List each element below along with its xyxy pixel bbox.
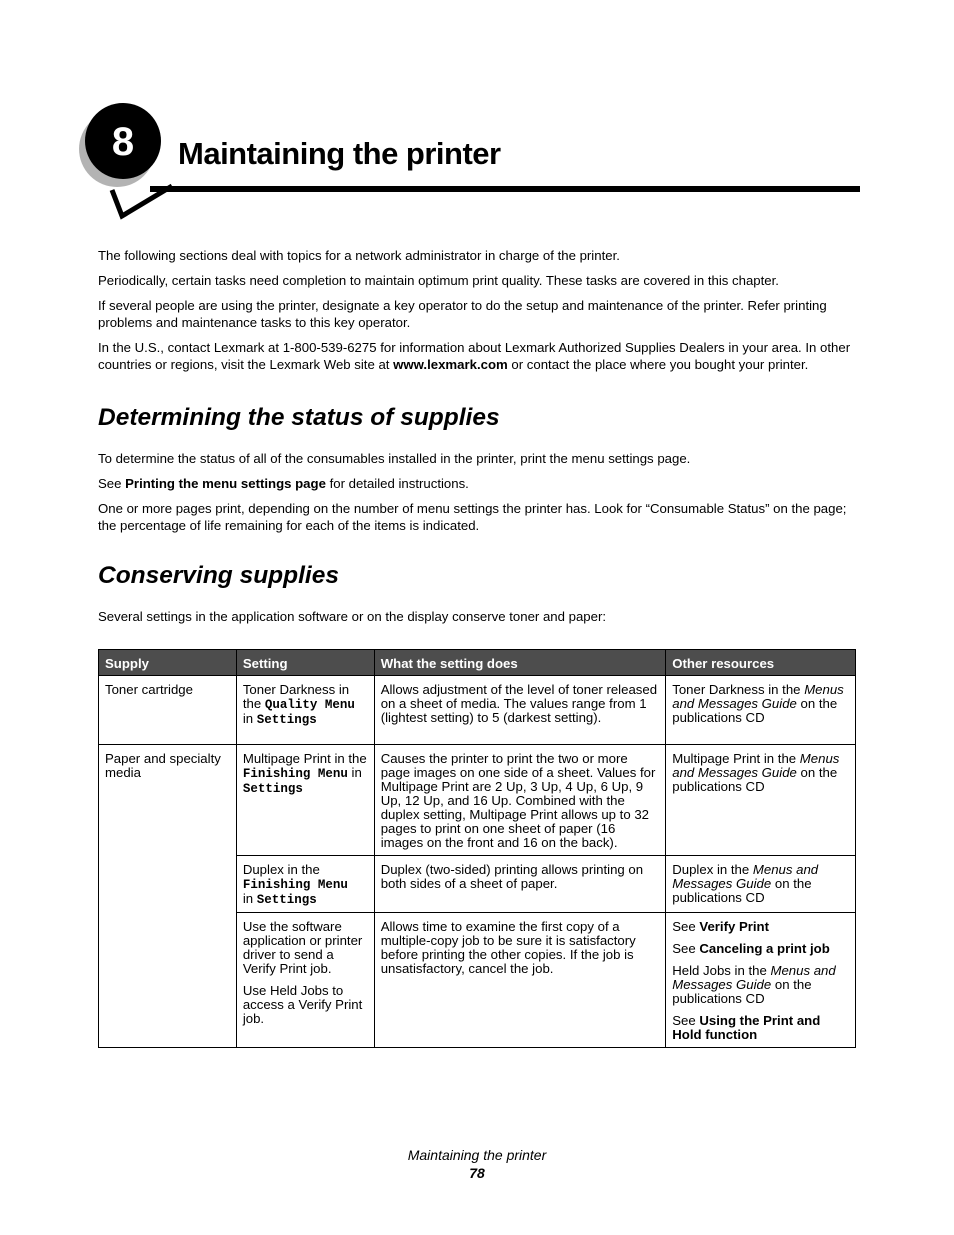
footer-title: Maintaining the printer [407, 1147, 547, 1163]
section-heading-conserving: Conserving supplies [98, 562, 339, 589]
text-span: for detailed instructions. [325, 476, 469, 491]
print-and-hold-link[interactable]: Using the Print and Hold function [672, 1013, 821, 1042]
supplies-table [98, 649, 856, 1048]
text-span: in [242, 711, 257, 726]
column-header: Setting [236, 650, 374, 676]
setting-text: Use the software application or printer driver to send a Verify Print job. [242, 919, 363, 976]
text-span: See [672, 1013, 700, 1028]
description-cell: Causes the printer to print the two or more page images on one side of a sheet. Values for Multipage Print are 2 Up, 3 Up, 4 Up, 6 Up, 9 Up, 12 Up, and 16 Up. Combined with the duplex setting, Multipage Print allows up to 32 pages to print on one sheet of paper (16 images on the front and 16 on the back). [374, 745, 666, 856]
page-footer [0, 1146, 954, 1182]
text-span: Toner Darkness in the [242, 682, 350, 711]
column-header: What the setting does [374, 650, 666, 676]
setting-cell [236, 913, 374, 1048]
menu-settings-link[interactable]: Printing the menu settings page [125, 476, 326, 491]
resources-cell [666, 676, 856, 745]
table-row [99, 745, 856, 856]
description-cell: Duplex (two-sided) printing allows printing on both sides of a sheet of paper. [374, 856, 666, 913]
menu-name: Finishing Menu [242, 878, 348, 892]
guide-title: Menus and Messages Guide [672, 862, 819, 891]
text-span: or contact the place where you bought your printer. [507, 357, 809, 372]
text-span: Toner Darkness in the [672, 682, 805, 697]
supply-cell: Paper and specialty media [99, 745, 237, 1048]
chapter-rule [150, 186, 860, 192]
resources-cell [666, 856, 856, 913]
intro-paragraph: If several people are using the printer, designate a key operator to do the setup and maintenance of the printer. Refer printing problems and maintenance tasks to this key operator. [98, 298, 827, 330]
intro-paragraph: Periodically, certain tasks need completion to maintain optimum print quality. These tasks are covered in this chapter. [98, 273, 779, 288]
guide-title: Menus and Messages Guide [672, 682, 844, 711]
text-span: See [672, 919, 700, 934]
text-span: in [242, 891, 257, 906]
section-heading-status: Determining the status of supplies [98, 404, 500, 431]
resource-line [672, 942, 849, 956]
chapter-header [0, 0, 954, 230]
description-cell: Allows time to examine the first copy of a multiple-copy job to be sure it is satisfactory before printing the other copies. If the job is unsatisfactory, cancel the job. [374, 913, 666, 1048]
menu-name: Settings [256, 713, 317, 727]
verify-print-link[interactable]: Verify Print [699, 919, 770, 934]
text-span: Duplex in the [672, 862, 753, 877]
lexmark-url-link[interactable]: www.lexmark.com [393, 357, 508, 372]
canceling-print-job-link[interactable]: Canceling a print job [699, 941, 830, 956]
supply-cell: Toner cartridge [99, 676, 237, 745]
chapter-title: Maintaining the printer [178, 136, 501, 171]
text-span: Held Jobs in the [672, 963, 771, 978]
resources-cell [666, 913, 856, 1048]
body-paragraph [98, 475, 856, 492]
menu-name: Finishing Menu [242, 767, 348, 781]
intro-paragraph: The following sections deal with topics for a network administrator in charge of the printer. [98, 248, 620, 263]
page-content [98, 247, 856, 1048]
menu-name: Settings [242, 782, 303, 796]
table-header-row [99, 650, 856, 676]
text-span: on the publications CD [672, 876, 812, 905]
page-number: 78 [469, 1165, 485, 1181]
text-span: Duplex in the [242, 862, 320, 877]
setting-cell [236, 676, 374, 745]
text-span: in [347, 765, 362, 780]
column-header: Supply [99, 650, 237, 676]
text-span: Multipage Print in the [242, 751, 367, 766]
resources-cell [666, 745, 856, 856]
text-span: See [672, 941, 700, 956]
chapter-number: 8 [111, 120, 135, 164]
setting-cell [236, 856, 374, 913]
body-paragraph: Several settings in the application software or on the display conserve toner and paper: [98, 609, 607, 624]
intro-paragraph [98, 339, 856, 373]
body-paragraph: One or more pages print, depending on the number of menu settings the printer has. Look for “Consumable Status” on the page; the percentage of life remaining for each of the items is indicated. [98, 501, 847, 533]
description-cell: Allows adjustment of the level of toner released on a sheet of media. The values range from 1 (lightest setting) to 5 (darkest setting). [374, 676, 666, 745]
body-paragraph: To determine the status of all of the consumables installed in the printer, print the menu settings page. [98, 451, 691, 466]
guide-title: Menus and Messages Guide [672, 751, 840, 780]
text-span: Multipage Print in the [672, 751, 800, 766]
chapter-number-badge [0, 0, 954, 230]
text-span: on the publications CD [672, 696, 838, 725]
table-row [99, 676, 856, 745]
setting-text: Use Held Jobs to access a Verify Print job. [242, 983, 363, 1026]
text-span: on the publications CD [672, 977, 812, 1006]
guide-title: Menus and Messages Guide [672, 963, 836, 992]
text-span: In the U.S., contact Lexmark at 1-800-539-6275 for information about Lexmark Authorized Supplies Dealers in your area. In other countries or regions, visit the Lexmark Web site at [98, 340, 851, 372]
resource-line [672, 920, 849, 934]
resource-line [672, 964, 849, 1006]
menu-name: Settings [256, 893, 317, 907]
setting-cell [236, 745, 374, 856]
menu-name: Quality Menu [264, 698, 355, 712]
text-span: on the publications CD [672, 765, 838, 794]
resource-line [672, 1014, 849, 1042]
column-header: Other resources [666, 650, 856, 676]
text-span: See [98, 476, 126, 491]
